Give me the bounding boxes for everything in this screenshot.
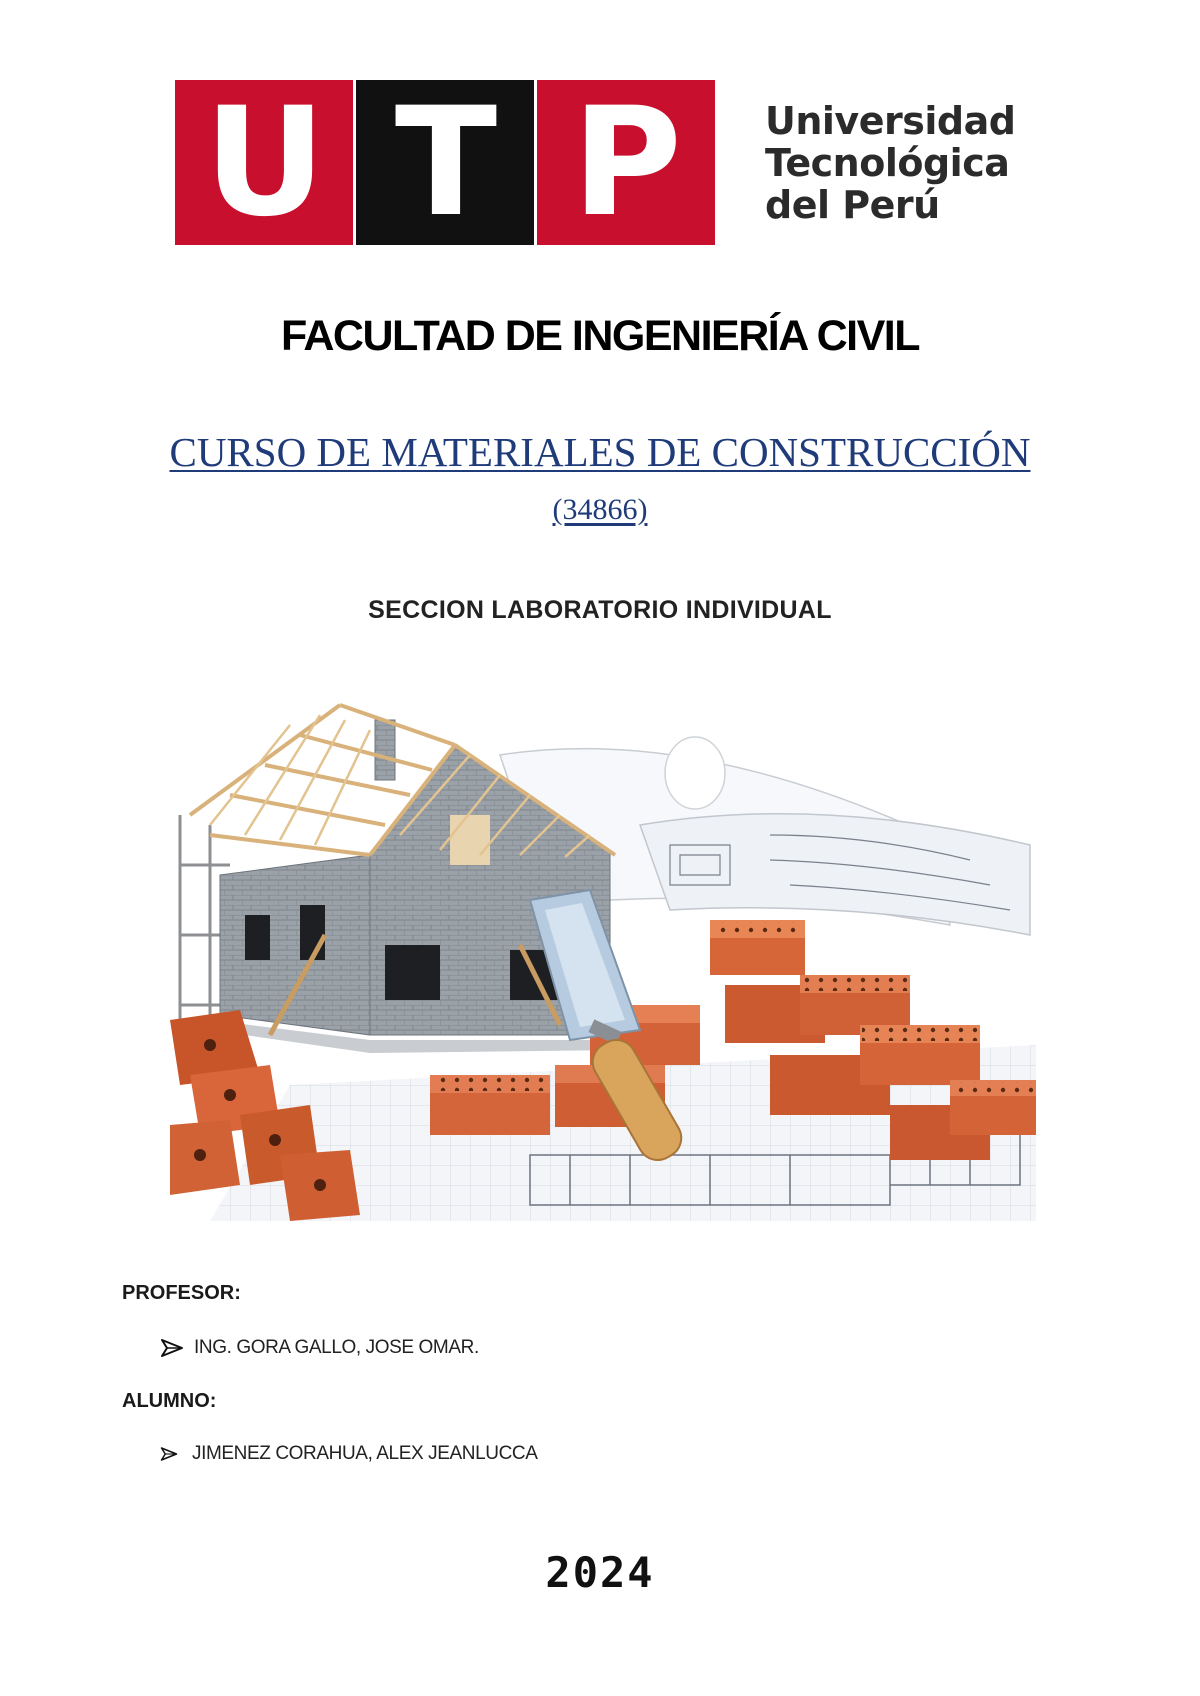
arrow-bullet-icon: [160, 1338, 184, 1358]
professor-name: ING. GORA GALLO, JOSE OMAR.: [194, 1337, 479, 1358]
student-label: ALUMNO:: [122, 1390, 217, 1412]
logo-letter-t: T: [394, 80, 496, 245]
logo-line-2: Tecnológica: [765, 141, 1010, 185]
logo-line-1: Universidad: [765, 99, 1016, 143]
professor-label: PROFESOR:: [122, 1282, 241, 1304]
professor-row: [160, 1337, 479, 1359]
student-row: [160, 1443, 538, 1465]
construction-illustration: [170, 685, 1036, 1221]
section-title: SECCION LABORATORIO INDIVIDUAL: [368, 596, 832, 624]
logo-box-u: [175, 80, 353, 245]
logo-box-p: [537, 80, 715, 245]
faculty-title: FACULTAD DE INGENIERÍA CIVIL: [280, 312, 920, 360]
logo-box-t: [356, 80, 534, 245]
year: 2024: [545, 1548, 655, 1597]
student-name: JIMENEZ CORAHUA, ALEX JEANLUCCA: [192, 1443, 538, 1464]
logo-letter-p: P: [572, 80, 680, 245]
arrow-bullet-icon: [160, 1446, 178, 1462]
course-code: (34866): [552, 493, 648, 526]
utp-logo: [175, 80, 1045, 245]
logo-line-3: del Perú: [765, 183, 940, 227]
course-title: CURSO DE MATERIALES DE CONSTRUCCIÓN: [169, 429, 1031, 475]
logo-letter-u: U: [204, 80, 324, 245]
logo-wordmark: [765, 100, 1045, 226]
